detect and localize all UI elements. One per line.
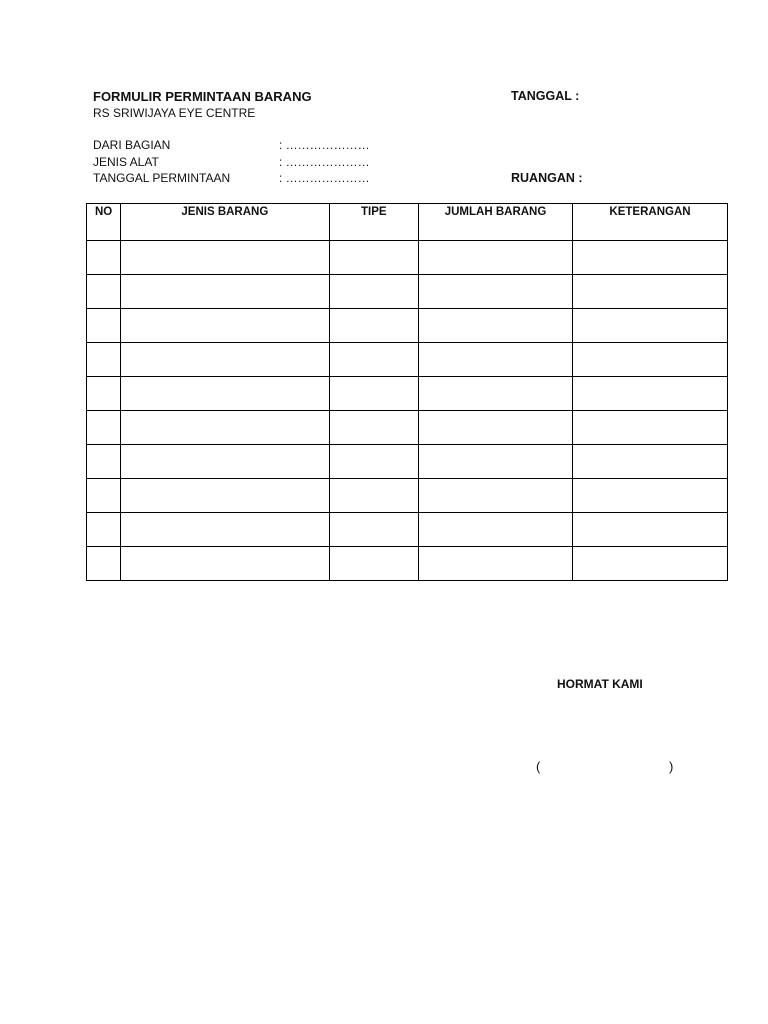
table-cell[interactable] [419, 547, 573, 581]
table-cell[interactable] [419, 479, 573, 513]
col-header-no: NO [87, 204, 121, 241]
jenis-alat-value: : ………………… [279, 155, 370, 169]
jenis-alat-label: JENIS ALAT [93, 155, 159, 169]
table-header-row [87, 204, 728, 241]
table-row [87, 547, 728, 581]
tanggal-permintaan-label: TANGGAL PERMINTAAN [93, 171, 231, 185]
table-cell[interactable] [329, 547, 419, 581]
table-cell[interactable] [329, 309, 419, 343]
table-cell[interactable] [573, 377, 728, 411]
table-cell[interactable] [329, 479, 419, 513]
table-cell[interactable] [419, 275, 573, 309]
table-cell[interactable] [573, 343, 728, 377]
table-cell[interactable] [329, 377, 419, 411]
table-cell[interactable] [87, 343, 121, 377]
table-cell[interactable] [121, 411, 329, 445]
table-cell[interactable] [419, 411, 573, 445]
col-header-jenis-barang: JENIS BARANG [121, 204, 329, 241]
tanggal-label: TANGGAL : [511, 89, 580, 103]
table-body [87, 241, 728, 581]
hospital-name: RS SRIWIJAYA EYE CENTRE [93, 106, 256, 120]
table-cell[interactable] [573, 513, 728, 547]
table-cell[interactable] [419, 513, 573, 547]
table-cell[interactable] [329, 445, 419, 479]
table-cell[interactable] [121, 275, 329, 309]
table-row [87, 479, 728, 513]
table-cell[interactable] [87, 241, 121, 275]
table-row [87, 377, 728, 411]
items-table [86, 203, 728, 581]
dari-bagian-value: : ………………… [279, 138, 370, 152]
table-cell[interactable] [121, 547, 329, 581]
table-cell[interactable] [87, 547, 121, 581]
table-cell[interactable] [329, 343, 419, 377]
table-cell[interactable] [419, 309, 573, 343]
dari-bagian-label: DARI BAGIAN [93, 138, 171, 152]
col-header-tipe: TIPE [329, 204, 419, 241]
table-cell[interactable] [419, 445, 573, 479]
table-cell[interactable] [419, 241, 573, 275]
table-cell[interactable] [87, 445, 121, 479]
table-row [87, 445, 728, 479]
table-cell[interactable] [573, 309, 728, 343]
table-cell[interactable] [121, 343, 329, 377]
table-cell[interactable] [121, 309, 329, 343]
table-cell[interactable] [329, 275, 419, 309]
table-cell[interactable] [121, 445, 329, 479]
table-cell[interactable] [329, 241, 419, 275]
signature-open-paren: ( [536, 759, 541, 774]
table-cell[interactable] [573, 479, 728, 513]
table-cell[interactable] [87, 411, 121, 445]
col-header-jumlah-barang: JUMLAH BARANG [419, 204, 573, 241]
table-cell[interactable] [329, 411, 419, 445]
table-cell[interactable] [419, 377, 573, 411]
table-cell[interactable] [121, 479, 329, 513]
ruangan-label: RUANGAN : [511, 171, 583, 185]
table-row [87, 411, 728, 445]
col-header-keterangan: KETERANGAN [573, 204, 728, 241]
table-row [87, 275, 728, 309]
table-cell[interactable] [87, 309, 121, 343]
table-row [87, 343, 728, 377]
table-row [87, 513, 728, 547]
table-cell[interactable] [573, 445, 728, 479]
signature-close-paren: ) [669, 759, 674, 774]
table-cell[interactable] [573, 241, 728, 275]
tanggal-permintaan-value: : ………………… [279, 171, 370, 185]
form-title: FORMULIR PERMINTAAN BARANG [93, 89, 312, 104]
table-cell[interactable] [87, 479, 121, 513]
table-cell[interactable] [419, 343, 573, 377]
table-row [87, 241, 728, 275]
table-cell[interactable] [87, 513, 121, 547]
table-row [87, 309, 728, 343]
table-cell[interactable] [87, 275, 121, 309]
table-cell[interactable] [573, 547, 728, 581]
table-cell[interactable] [121, 241, 329, 275]
table-cell[interactable] [329, 513, 419, 547]
table-cell[interactable] [121, 513, 329, 547]
table-cell[interactable] [87, 377, 121, 411]
table-cell[interactable] [573, 411, 728, 445]
signature-label: HORMAT KAMI [557, 677, 643, 691]
table-cell[interactable] [573, 275, 728, 309]
table-cell[interactable] [121, 377, 329, 411]
